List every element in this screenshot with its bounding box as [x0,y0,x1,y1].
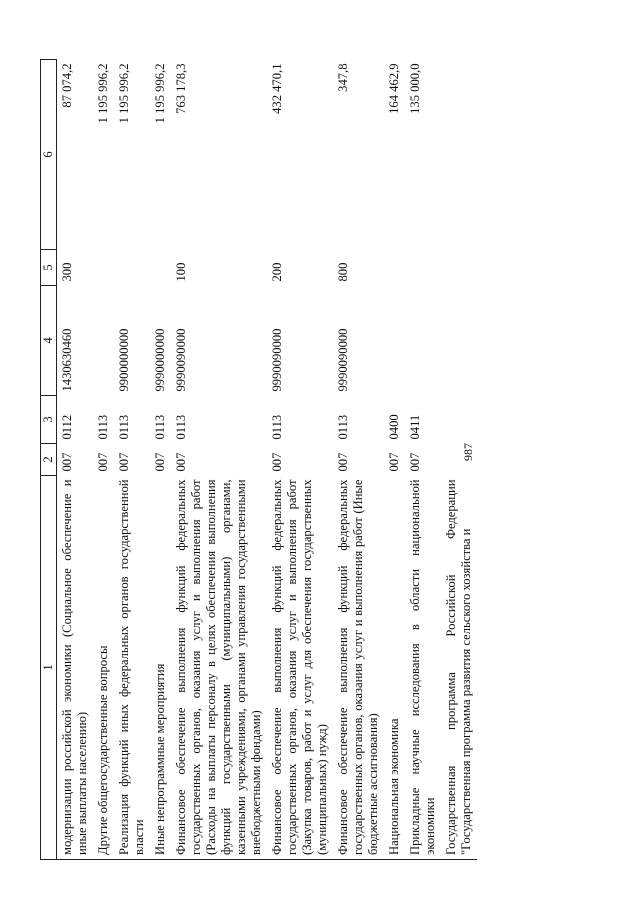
row-target-code: 1430630460 [60,328,74,392]
row-name: Другие общегосударственные вопросы [93,476,114,860]
row-target-code [384,286,405,396]
row-section-code: 0113 [336,414,350,440]
row-expense-type-code: 200 [270,262,284,282]
row-name: Финансовое обеспечение выполнения функций федеральных государственных органов, оказания услуг и выполнения работ (Иные бюджетные ассигнования) [333,476,384,860]
row-amount: 432 470,1 [270,63,284,114]
row-expense-type-code: 100 [174,262,188,282]
row-name: Государственная программа Российской Федерации "Государственная программа развития сельского хозяйства и [441,476,477,860]
row-ministry-code: 007 [117,452,131,472]
row-target-code [441,286,477,396]
header-col-target: 4 [41,286,57,396]
row-section-code: 0113 [117,414,131,440]
row-section-code: 0113 [153,414,167,440]
row-target-code: 9990090000 [270,328,284,392]
table-row [333,60,384,860]
header-col-expense-type: 5 [41,250,57,286]
table-row [384,60,405,860]
table-body [41,60,478,860]
row-section-code: 0113 [96,414,110,440]
row-expense-type-code [384,250,405,286]
row-amount: 1 195 996,2 [117,63,131,124]
row-expense-type-code [114,250,150,286]
table-row [405,60,441,860]
row-expense-type-code [93,250,114,286]
row-name: Реализация функций иных федеральных органов государственной власти [114,476,150,860]
table-row [171,60,267,860]
row-section-code: 0113 [270,414,284,440]
row-name: Иные непрограммные мероприятия [150,476,171,860]
row-expense-type-code: 300 [60,262,74,282]
row-name: Прикладные научные исследования в области национальной экономики [405,476,441,860]
row-name: Финансовое обеспечение выполнения функций федеральных государственных органов, оказания услуг и выполнения работ (Расходы на выплаты персоналу в целях обеспечения выполнения функций государственными (муниципальными) органами, казенными учреждениями, органами управления государственными внебюджетными фондами) [171,476,267,860]
table-row [57,60,94,860]
row-amount: 164 462,9 [387,63,401,114]
row-section-code: 0113 [174,414,188,440]
row-ministry-code: 007 [408,452,422,472]
table-row [93,60,114,860]
row-amount: 1 195 996,2 [153,63,167,124]
row-ministry-code: 007 [153,452,167,472]
row-expense-type-code [150,250,171,286]
row-target-code: 9990000000 [153,328,167,392]
row-amount: 347,8 [336,63,350,92]
row-name: Финансовое обеспечение выполнения функций федеральных государственных органов, оказания услуг и выполнения работ (Закупка товаров, работ и услуг для обеспечения государственных (муниципальных) нужд) [267,476,333,860]
row-amount: 763 178,3 [174,63,188,114]
row-name: модернизации российской экономики (Социальное обеспечение и иные выплаты населению) [57,476,94,860]
row-expense-type-code: 800 [336,262,350,282]
row-name: Национальная экономика [384,476,405,860]
budget-table [40,59,477,860]
row-ministry-code: 007 [96,452,110,472]
row-target-code [405,286,441,396]
row-amount: 87 074,2 [60,63,74,108]
row-section-code: 0411 [408,414,422,440]
row-target-code: 9990090000 [336,328,350,392]
header-col-ministry: 2 [41,444,57,476]
row-ministry-code [441,444,477,476]
row-target-code: 9990090000 [174,328,188,392]
row-target-code: 9900000000 [117,328,131,392]
row-expense-type-code [405,250,441,286]
header-col-name: 1 [41,476,57,860]
page-number: 987 [461,443,475,461]
table-row [267,60,333,860]
row-ministry-code: 007 [270,452,284,472]
header-col-amount: 6 [41,60,57,250]
header-col-section: 3 [41,396,57,444]
row-target-code [93,286,114,396]
table-row [114,60,150,860]
row-section-code: 0112 [60,414,74,440]
row-amount [441,60,477,250]
row-amount: 1 195 996,2 [96,63,110,124]
row-ministry-code: 007 [60,452,74,472]
row-section-code: 0400 [387,414,401,440]
row-ministry-code: 007 [174,452,188,472]
row-ministry-code: 007 [387,452,401,472]
budget-table-container [40,60,600,860]
header-row [41,60,57,860]
row-section-code [441,396,477,444]
row-amount: 135 000,0 [408,63,422,114]
table-row [150,60,171,860]
row-expense-type-code [441,250,477,286]
row-ministry-code: 007 [336,452,350,472]
table-row [441,60,477,860]
